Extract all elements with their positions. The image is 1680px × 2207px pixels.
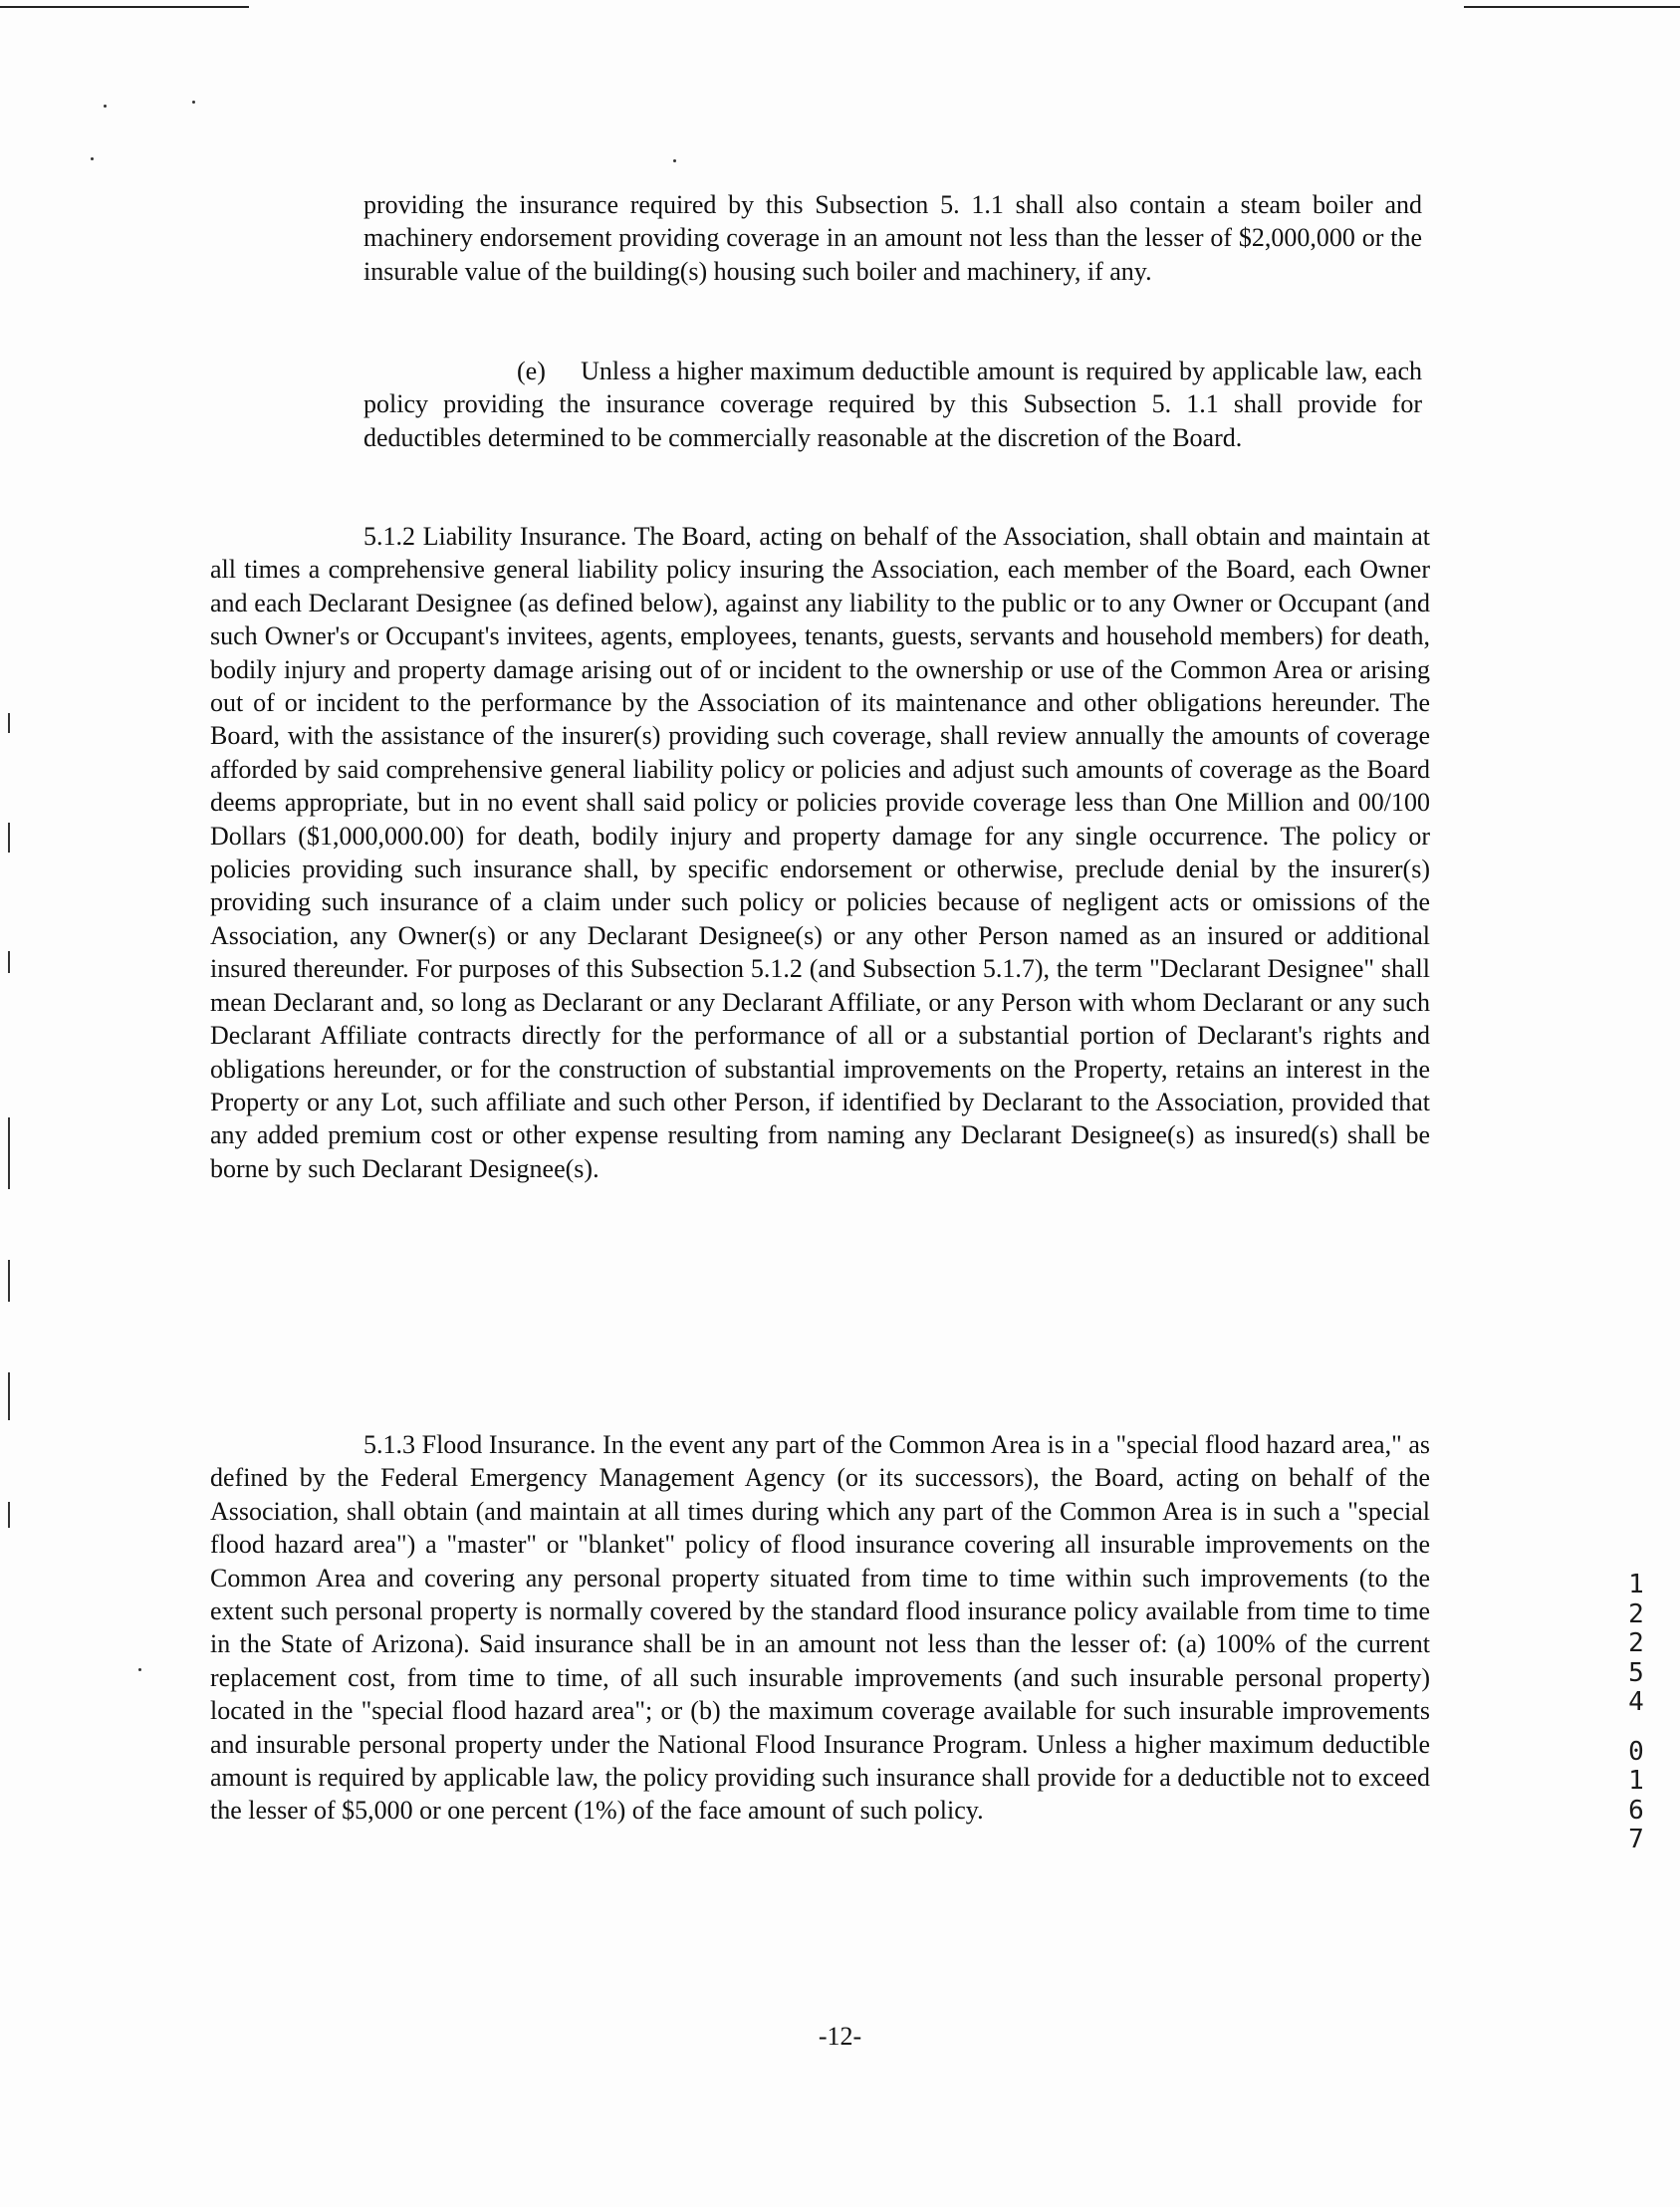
scan-speck — [104, 105, 107, 108]
recording-digit: 1 — [1628, 1570, 1644, 1599]
recording-digit: 6 — [1628, 1795, 1644, 1826]
margin-change-bar — [8, 1260, 10, 1302]
recording-digit: 1 — [1628, 1766, 1644, 1796]
recording-gap — [1621, 1718, 1651, 1738]
item-e-paragraph — [363, 355, 1422, 454]
item-e-text: (e) Unless a higher maximum deductible amount is required by applicable law, each policy providing the insurance coverage required by this Subsection 5. 1.1 shall provide for deductibles determined to be commercially reasonable at the discretion of the Board. — [363, 357, 1422, 452]
continuation-paragraph-text: providing the insurance required by this Subsection 5. 1.1 shall also contain a steam boiler and machinery endorsement providing coverage in an amount not less than the lesser of $2,000,000 or the insurable value of the building(s) housing such boiler and machinery, if any. — [363, 190, 1422, 286]
margin-change-bar — [8, 713, 10, 733]
recording-digit: 2 — [1628, 1628, 1644, 1658]
recording-digit: 4 — [1628, 1687, 1644, 1717]
scan-edge-line-right — [1464, 6, 1680, 8]
scan-speck — [91, 157, 94, 160]
scan-edge-line-left — [0, 6, 249, 8]
section-5-1-3-flood-insurance — [210, 1428, 1430, 1828]
scan-speck — [192, 101, 195, 104]
continuation-paragraph — [363, 188, 1422, 288]
margin-change-bar — [8, 1372, 10, 1420]
margin-change-bar — [8, 823, 10, 853]
scan-speck — [138, 1668, 141, 1671]
recording-number-stamp — [1621, 1571, 1651, 1855]
section-5-1-2-liability-insurance — [210, 520, 1430, 1185]
recording-digit: 7 — [1628, 1825, 1644, 1854]
margin-change-bar — [8, 951, 10, 973]
recording-digit: 0 — [1628, 1736, 1644, 1767]
section-5-1-2-text: 5.1.2 Liability Insurance. The Board, acting on behalf of the Association, shall obtain and maintain at all times a comprehensive general liability policy insuring the Association, each member of the Board, each Owner and each Declarant Designee (as defined below), against any liability to the public or to any Owner or Occupant (and such Owner's or Occupant's invitees, agents, employees, tenants, guests, servants and household members) for death, bodily injury and property damage arising out of or incident to the ownership or use of the Common Area or arising out of or incident to the performance by the Association of its maintenance and other obligations hereunder. The Board, with the assistance of the insurer(s) providing such coverage, shall review annually the amounts of coverage afforded by said comprehensive general liability policy or policies and adjust such amounts of coverage as the Board deems appropriate, but in no event shall said policy or policies provide coverage less than One Million and 00/100 Dollars ($1,000,000.00) for death, bodily injury and property damage for any single occurrence. The policy or policies providing such insurance shall, by specific endorsement or otherwise, preclude denial by the insurer(s) providing such insurance of a claim under such policy or policies because of negligent acts or omissions of the Association, any Owner(s) or any Declarant Designee(s) or any other Person named as an insured or additional insured thereunder. For purposes of this Subsection 5.1.2 (and Subsection 5.1.7), the term "Declarant Designee" shall mean Declarant and, so long as Declarant or any Declarant Affiliate, or any Person with whom Declarant or any such Declarant Affiliate contracts directly for the performance of all or a substantial portion of Declarant's rights and obligations hereunder, or for the construction of substantial improvements on the Property, retains an interest in the Property or any Lot, such affiliate and such other Person, if identified by Declarant to the Association, provided that any added premium cost or other expense resulting from naming any Declarant Designee(s) as insured(s) shall be borne by such Declarant Designee(s). — [210, 522, 1430, 1183]
recording-digit: 5 — [1628, 1657, 1644, 1688]
margin-change-bar — [8, 1502, 10, 1528]
page-number: -12- — [818, 2022, 862, 2051]
recording-digit: 2 — [1628, 1598, 1644, 1629]
margin-change-bar — [8, 1117, 10, 1189]
section-5-1-3-text: 5.1.3 Flood Insurance. In the event any part of the Common Area is in a "special flood hazard area," as defined by the Federal Emergency Management Agency (or its successors), the Board, acting on behalf of the Association, shall obtain (and maintain at all times during which any part of the Common Area is in such a "special flood hazard area") a "master" or "blanket" policy of flood insurance covering all insurable improvements on the Common Area and covering any personal property situated from time to time within such improvements (to the extent such personal property is normally covered by the standard flood insurance policy available from time to time in the State of Arizona). Said insurance shall be in an amount not less than the lesser of: (a) 100% of the current replacement cost, from time to time, of all such insurable improvements (and such insurable personal property) located in the "special flood hazard area"; or (b) the maximum coverage available for such insurable improvements and insurable personal property under the National Flood Insurance Program. Unless a higher maximum deductible amount is required by applicable law, the policy providing such insurance shall provide for a deductible not to exceed the lesser of $5,000 or one percent (1%) of the face amount of such policy. — [210, 1430, 1430, 1826]
scan-speck — [673, 159, 676, 162]
